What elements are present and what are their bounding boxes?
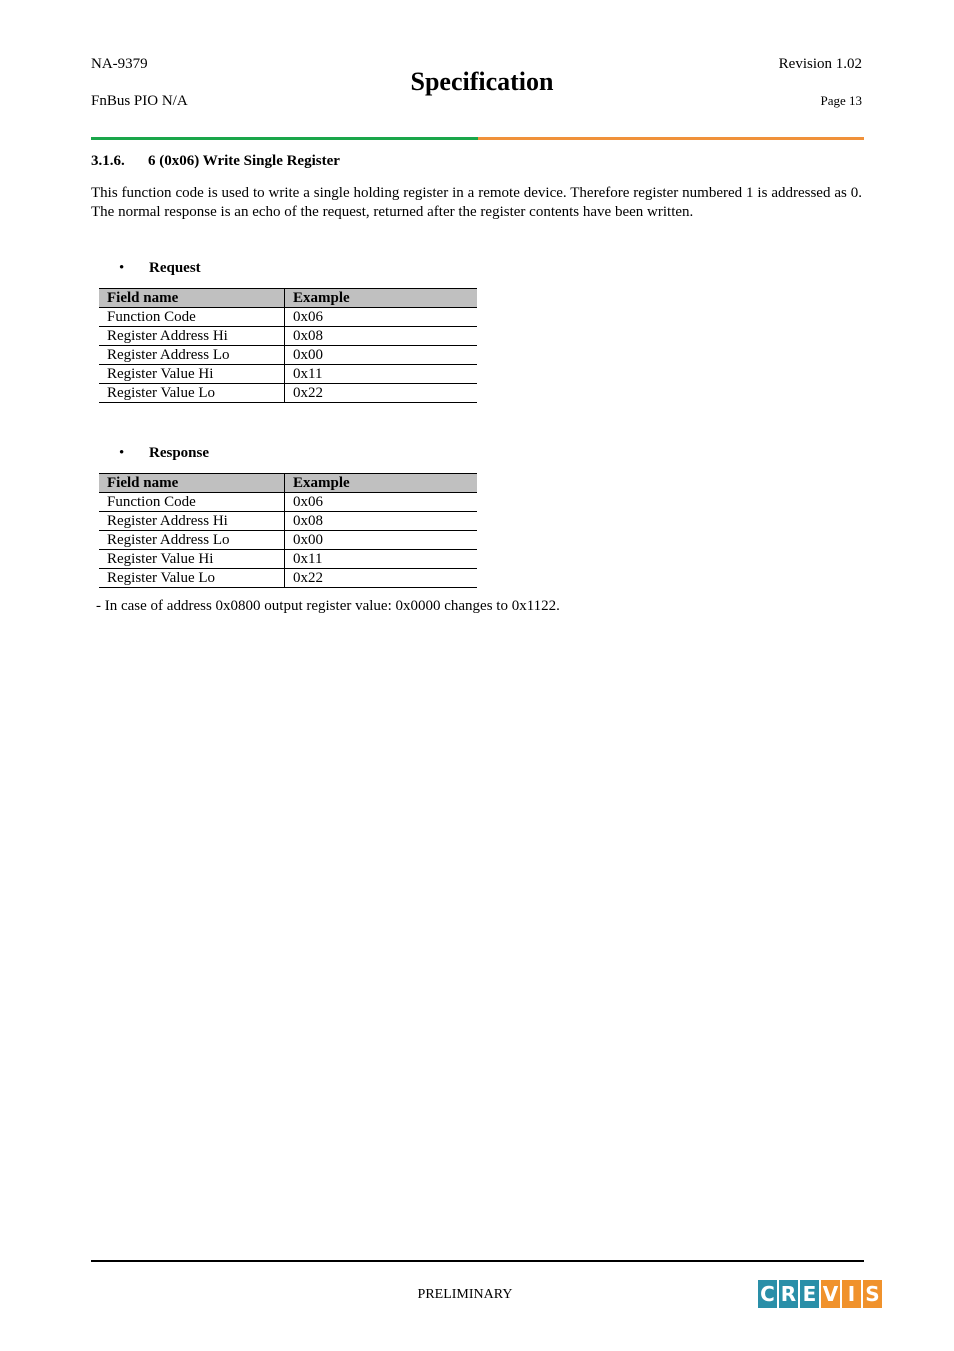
table-row [99, 346, 477, 365]
product-name: FnBus PIO N/A [91, 93, 188, 109]
example-cell: 0x00 [285, 531, 478, 550]
example-cell: 0x06 [285, 493, 478, 512]
logo-letter: I [842, 1280, 861, 1308]
section-heading [91, 153, 340, 170]
bullet-glyph: • [119, 260, 125, 276]
example-cell: 0x00 [285, 346, 478, 365]
table-row [99, 365, 477, 384]
field-name-cell: Register Address Hi [99, 512, 285, 531]
response-label: Response [149, 445, 210, 461]
section-body: This function code is used to write a single holding register in a remote device. Therefore register numbered 1 is addressed as 0. The normal response is an echo of the request, returned after the register contents have been written. [91, 185, 862, 220]
table-row [99, 308, 477, 327]
footer-status: PRELIMINARY [417, 1287, 513, 1302]
field-name-cell: Function Code [99, 493, 285, 512]
example-cell: 0x08 [285, 512, 478, 531]
page-number: Page 13 [820, 93, 862, 108]
request-table [99, 288, 477, 403]
table-row [99, 384, 477, 403]
table-row [99, 512, 477, 531]
logo-letter: E [800, 1280, 819, 1308]
bullet-glyph: • [119, 445, 125, 461]
table-row [99, 569, 477, 588]
example-cell: 0x06 [285, 308, 478, 327]
field-name-cell: Register Value Lo [99, 569, 285, 588]
header-rule-green [91, 137, 478, 140]
field-name-cell: Register Value Hi [99, 365, 285, 384]
crevis-logo [758, 1280, 882, 1308]
table-row [99, 493, 477, 512]
section-number: 3.1.6. [91, 153, 125, 169]
table-header-row [99, 289, 477, 308]
logo-letter: S [863, 1280, 882, 1308]
logo-letter: C [758, 1280, 777, 1308]
field-name-cell: Register Value Hi [99, 550, 285, 569]
logo-letter: R [780, 1282, 797, 1306]
request-bullet [119, 260, 201, 277]
table-row [99, 531, 477, 550]
example-cell: 0x08 [285, 327, 478, 346]
column-header-field: Field name [99, 289, 285, 308]
example-cell: 0x22 [285, 384, 478, 403]
column-header-example: Example [285, 474, 478, 493]
footer-rule [91, 1260, 864, 1262]
example-cell: 0x22 [285, 569, 478, 588]
revision-label: Revision 1.02 [778, 56, 862, 72]
field-name-cell: Function Code [99, 308, 285, 327]
request-label: Request [149, 260, 201, 276]
header-rule-orange [478, 137, 864, 140]
response-bullet [119, 445, 209, 462]
doc-number: NA-9379 [91, 56, 148, 72]
field-name-cell: Register Address Lo [99, 346, 285, 365]
response-table [99, 473, 477, 588]
field-name-cell: Register Address Lo [99, 531, 285, 550]
table-row [99, 327, 477, 346]
table-header-row [99, 474, 477, 493]
field-name-cell: Register Address Hi [99, 327, 285, 346]
logo-letter: V [822, 1282, 839, 1306]
address-note: - In case of address 0x0800 output register value: 0x0000 changes to 0x1122. [96, 598, 560, 614]
example-cell: 0x11 [285, 550, 478, 569]
table-row [99, 550, 477, 569]
page-title: Specification [410, 67, 554, 96]
example-cell: 0x11 [285, 365, 478, 384]
section-title: 6 (0x06) Write Single Register [148, 153, 340, 169]
column-header-example: Example [285, 289, 478, 308]
field-name-cell: Register Value Lo [99, 384, 285, 403]
column-header-field: Field name [99, 474, 285, 493]
